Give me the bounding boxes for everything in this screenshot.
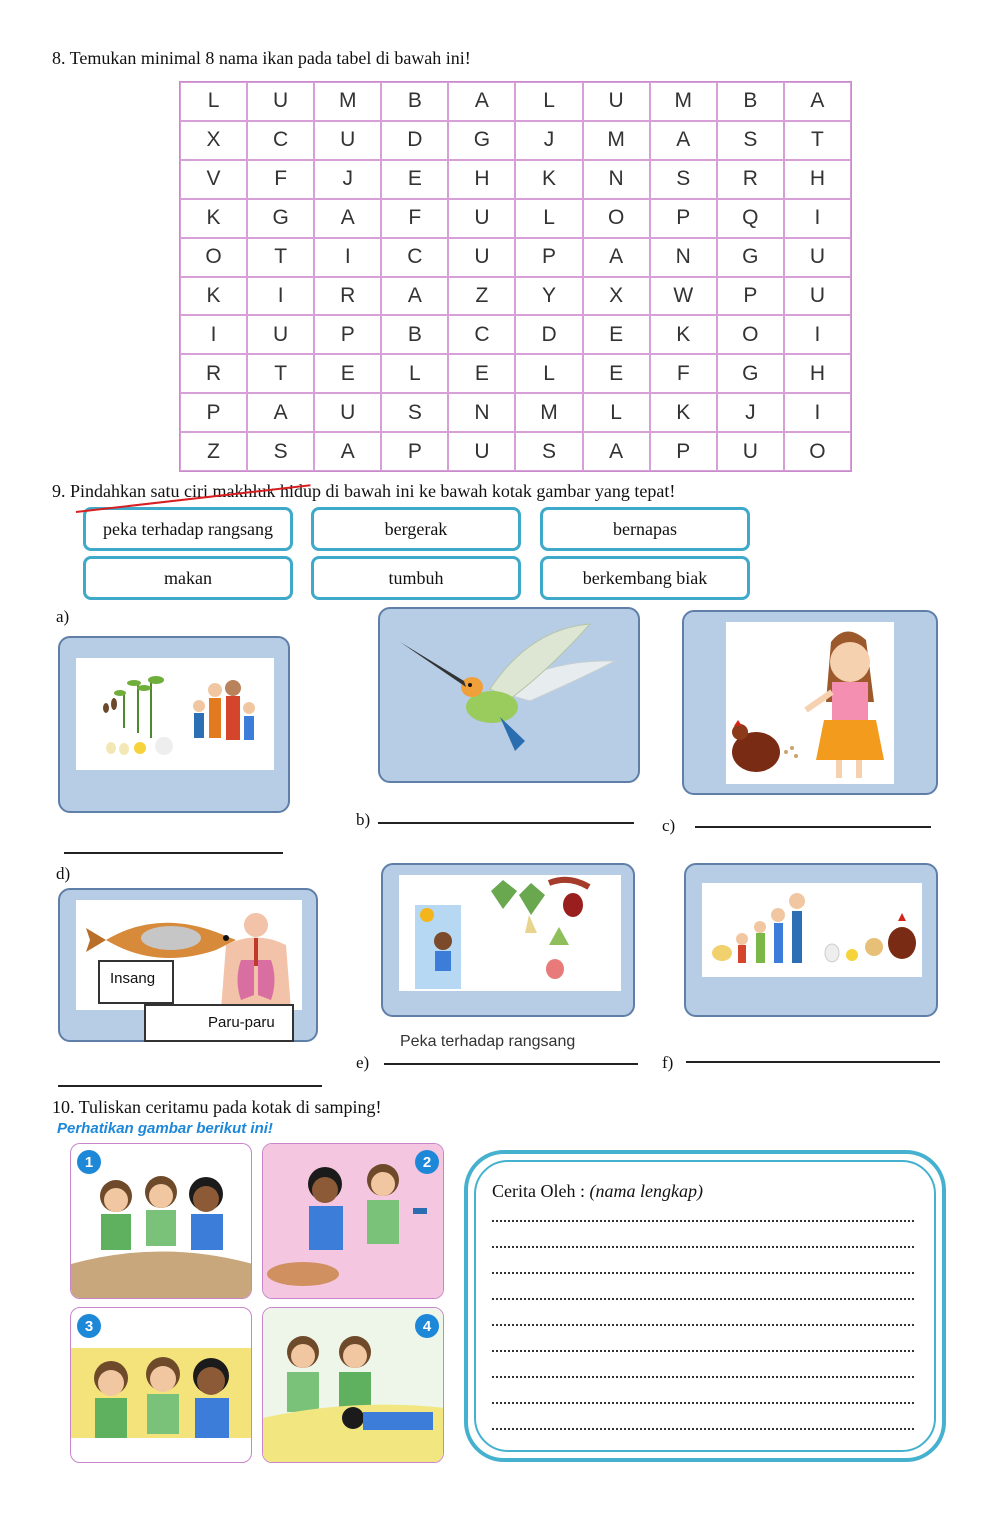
grid-cell[interactable]: I — [784, 393, 851, 432]
answer-line-a[interactable] — [64, 852, 283, 854]
grid-cell[interactable]: G — [247, 199, 314, 238]
grid-cell[interactable]: O — [583, 199, 650, 238]
choice-bergerak[interactable] — [311, 507, 521, 551]
grid-cell[interactable]: E — [583, 354, 650, 393]
grid-cell[interactable]: J — [314, 160, 381, 199]
grid-cell[interactable]: P — [180, 393, 247, 432]
grid-cell[interactable]: G — [448, 121, 515, 160]
grid-cell[interactable]: Q — [717, 199, 784, 238]
grid-cell[interactable]: U — [247, 315, 314, 354]
grid-cell[interactable]: U — [448, 432, 515, 471]
grid-cell[interactable]: T — [784, 121, 851, 160]
grid-cell[interactable]: N — [583, 160, 650, 199]
choice-label: makan — [164, 567, 212, 588]
story-card-3 — [70, 1307, 252, 1463]
story-author-prefix: Cerita Oleh : — [492, 1181, 590, 1201]
answer-line-e[interactable] — [384, 1063, 638, 1065]
grid-cell[interactable]: A — [448, 82, 515, 121]
question-10-text: 10. Tuliskan ceritamu pada kotak di samping! — [52, 1097, 382, 1117]
grid-cell[interactable]: O — [784, 432, 851, 471]
grid-cell[interactable]: E — [314, 354, 381, 393]
grid-cell[interactable]: T — [247, 354, 314, 393]
writing-line-8[interactable] — [492, 1402, 914, 1404]
answer-line-d[interactable] — [58, 1085, 322, 1087]
grid-cell[interactable]: T — [247, 238, 314, 277]
grid-cell[interactable]: M — [314, 82, 381, 121]
story-author-label — [492, 1181, 703, 1202]
grid-cell[interactable]: L — [180, 82, 247, 121]
writing-line-1[interactable] — [492, 1220, 914, 1222]
grid-cell[interactable]: P — [515, 238, 582, 277]
grid-cell[interactable]: S — [717, 121, 784, 160]
choice-label: tumbuh — [388, 567, 444, 588]
grid-cell[interactable]: U — [247, 82, 314, 121]
grid-cell[interactable]: G — [717, 238, 784, 277]
insang-label: Insang — [98, 960, 174, 1004]
panel-f-reproduction — [684, 863, 938, 1017]
grid-cell[interactable]: A — [583, 238, 650, 277]
grid-cell[interactable]: F — [247, 160, 314, 199]
grid-cell[interactable]: U — [717, 432, 784, 471]
writing-line-2[interactable] — [492, 1246, 914, 1248]
grid-cell[interactable]: N — [448, 393, 515, 432]
grid-cell[interactable]: J — [515, 121, 582, 160]
writing-line-4[interactable] — [492, 1298, 914, 1300]
grid-cell[interactable]: U — [784, 277, 851, 316]
hummingbird-illustration — [380, 609, 642, 785]
grid-cell[interactable]: I — [784, 315, 851, 354]
plants-and-child-illustration — [399, 875, 621, 991]
grid-cell[interactable]: E — [381, 160, 448, 199]
badge-2: 2 — [415, 1150, 439, 1174]
paru-paru-label: Paru-paru — [144, 1004, 294, 1042]
grid-cell[interactable]: S — [381, 393, 448, 432]
panel-b-hummingbird — [378, 607, 640, 783]
grid-cell[interactable]: L — [583, 393, 650, 432]
grid-cell[interactable]: L — [381, 354, 448, 393]
grid-cell[interactable]: A — [784, 82, 851, 121]
grid-cell[interactable]: B — [381, 315, 448, 354]
label-f: f) — [662, 1053, 674, 1072]
grid-cell[interactable]: M — [583, 121, 650, 160]
grid-cell[interactable]: P — [381, 432, 448, 471]
grid-cell[interactable]: L — [515, 199, 582, 238]
grid-cell[interactable]: U — [583, 82, 650, 121]
grid-cell[interactable]: Z — [180, 432, 247, 471]
grid-cell[interactable]: D — [381, 121, 448, 160]
label-a: a) — [56, 607, 70, 626]
label-d: d) — [56, 864, 71, 883]
writing-line-5[interactable] — [492, 1324, 914, 1326]
grid-cell[interactable]: C — [448, 315, 515, 354]
grid-cell[interactable]: L — [515, 82, 582, 121]
grid-cell[interactable]: Z — [448, 277, 515, 316]
label-e: e) — [356, 1053, 370, 1072]
word-search-grid[interactable] — [179, 81, 852, 472]
grid-cell[interactable]: I — [247, 277, 314, 316]
answer-line-c[interactable] — [695, 826, 931, 828]
panel-a-growth — [58, 636, 290, 813]
grid-cell[interactable]: I — [784, 199, 851, 238]
grid-cell[interactable]: O — [717, 315, 784, 354]
choice-bernapas[interactable] — [540, 507, 750, 551]
grid-cell[interactable]: K — [515, 160, 582, 199]
grid-cell[interactable]: S — [515, 432, 582, 471]
grid-cell[interactable]: B — [717, 82, 784, 121]
grid-cell[interactable]: X — [180, 121, 247, 160]
grid-cell[interactable]: K — [180, 199, 247, 238]
choice-label: bergerak — [384, 518, 448, 539]
grid-cell[interactable]: A — [381, 277, 448, 316]
grid-cell[interactable]: A — [314, 432, 381, 471]
choice-label: peka terhadap rangsang — [103, 518, 273, 539]
story-author-hint: (nama lengkap) — [589, 1181, 703, 1201]
grid-cell[interactable]: G — [717, 354, 784, 393]
answer-line-b[interactable] — [378, 822, 634, 824]
writing-line-3[interactable] — [492, 1272, 914, 1274]
grid-cell[interactable]: D — [515, 315, 582, 354]
story-card-1 — [70, 1143, 252, 1299]
story-card-4 — [262, 1307, 444, 1463]
panel-e-stimulus — [381, 863, 635, 1017]
answer-line-f[interactable] — [686, 1061, 940, 1063]
grid-cell[interactable]: W — [650, 277, 717, 316]
grid-cell[interactable]: K — [650, 315, 717, 354]
grid-cell[interactable]: K — [650, 393, 717, 432]
grid-cell[interactable]: X — [583, 277, 650, 316]
question-9-text: 9. Pindahkan satu ciri makhluk hidup di bawah ini ke bawah kotak gambar yang tepat! — [52, 481, 676, 501]
choice-peka-terhadap-rangsang[interactable] — [83, 507, 293, 551]
grid-cell[interactable]: J — [717, 393, 784, 432]
grid-cell[interactable]: O — [180, 238, 247, 277]
grid-cell[interactable]: I — [180, 315, 247, 354]
grid-cell[interactable]: E — [583, 315, 650, 354]
grid-cell[interactable]: R — [717, 160, 784, 199]
grid-cell[interactable]: F — [650, 354, 717, 393]
grid-cell[interactable]: C — [381, 238, 448, 277]
grid-cell[interactable]: P — [650, 199, 717, 238]
grid-cell[interactable]: P — [717, 277, 784, 316]
answer-e-text: Peka terhadap rangsang — [400, 1033, 576, 1050]
writing-line-7[interactable] — [492, 1376, 914, 1378]
grid-cell[interactable]: M — [650, 82, 717, 121]
grid-cell[interactable]: N — [650, 238, 717, 277]
grid-cell[interactable]: U — [448, 238, 515, 277]
grid-cell[interactable]: P — [650, 432, 717, 471]
grid-cell[interactable]: P — [314, 315, 381, 354]
grid-cell[interactable]: A — [650, 121, 717, 160]
growth-illustration — [76, 658, 274, 770]
label-b: b) — [356, 810, 371, 829]
choice-makan[interactable] — [83, 556, 293, 600]
panel-c-feeding — [682, 610, 938, 795]
grid-cell[interactable]: A — [247, 393, 314, 432]
grid-cell[interactable]: S — [650, 160, 717, 199]
badge-4: 4 — [415, 1314, 439, 1338]
grid-cell[interactable]: A — [314, 199, 381, 238]
human-and-chicken-growth-illustration — [702, 883, 922, 977]
writing-line-6[interactable] — [492, 1350, 914, 1352]
grid-cell[interactable]: H — [448, 160, 515, 199]
grid-cell[interactable]: E — [448, 354, 515, 393]
choice-berkembang-biak[interactable] — [540, 556, 750, 600]
grid-cell[interactable]: R — [180, 354, 247, 393]
grid-cell[interactable]: U — [314, 121, 381, 160]
badge-1: 1 — [77, 1150, 101, 1174]
grid-cell[interactable]: Y — [515, 277, 582, 316]
story-writing-box-inner-border — [474, 1160, 936, 1452]
story-card-2 — [262, 1143, 444, 1299]
grid-cell[interactable]: L — [515, 354, 582, 393]
grid-cell[interactable]: F — [381, 199, 448, 238]
grid-cell[interactable]: I — [314, 238, 381, 277]
grid-cell[interactable]: M — [515, 393, 582, 432]
label-c: c) — [662, 816, 676, 835]
grid-cell[interactable]: U — [314, 393, 381, 432]
grid-cell[interactable]: U — [448, 199, 515, 238]
girl-feeding-chicken-illustration — [726, 622, 894, 784]
choice-label: bernapas — [613, 518, 677, 539]
grid-cell[interactable]: S — [247, 432, 314, 471]
choice-label: berkembang biak — [582, 567, 708, 588]
question-8-text: 8. Temukan minimal 8 nama ikan pada tabel di bawah ini! — [52, 48, 471, 68]
grid-cell[interactable]: H — [784, 354, 851, 393]
subtitle-perhatikan: Perhatikan gambar berikut ini! — [57, 1120, 273, 1137]
choice-tumbuh[interactable] — [311, 556, 521, 600]
grid-cell[interactable]: H — [784, 160, 851, 199]
grid-cell[interactable]: B — [381, 82, 448, 121]
grid-cell[interactable]: K — [180, 277, 247, 316]
badge-3: 3 — [77, 1314, 101, 1338]
grid-cell[interactable]: A — [583, 432, 650, 471]
grid-cell[interactable]: U — [784, 238, 851, 277]
panel-d-breathing — [58, 888, 318, 1042]
grid-cell[interactable]: V — [180, 160, 247, 199]
grid-cell[interactable]: C — [247, 121, 314, 160]
grid-cell[interactable]: R — [314, 277, 381, 316]
writing-line-9[interactable] — [492, 1428, 914, 1430]
